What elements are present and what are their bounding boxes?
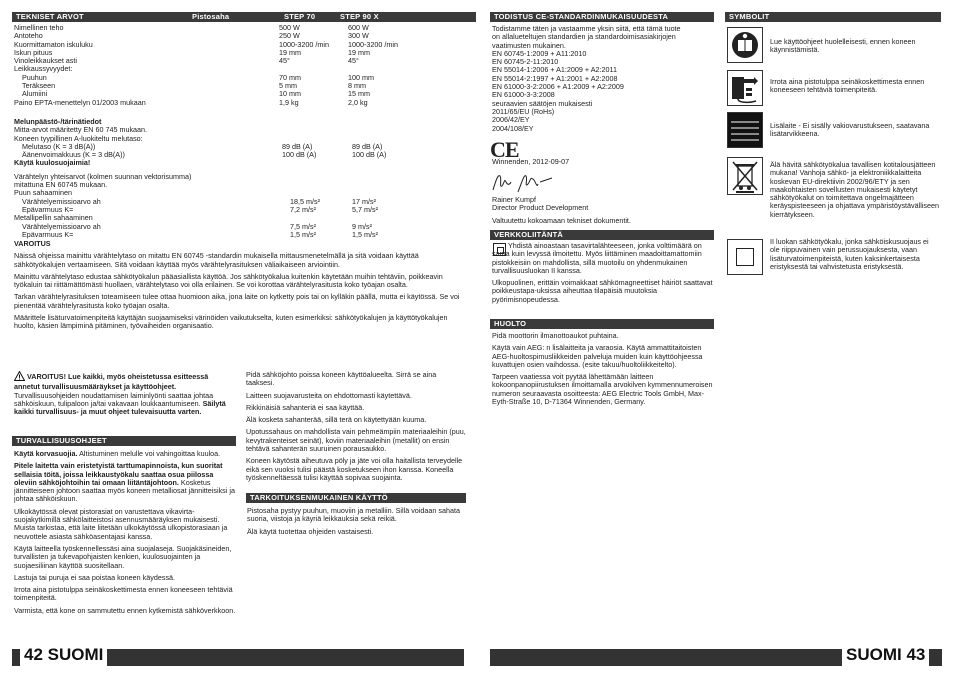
spec-label: Kuormittamaton iskuluku: [14, 39, 93, 49]
ce-line: on allalueteltujen standardien ja standardoimisasiakirjojen: [492, 32, 676, 42]
wood-label: Epävarmuus K=: [22, 204, 74, 214]
spec-value-1: 70 mm: [279, 72, 301, 82]
ce-line: EN 60745-1:2009 + A11:2010: [492, 48, 587, 58]
usage-para-2: Älä käytä tuotettaa ohjeiden vastaisesti.: [247, 526, 374, 536]
spec-value-2: 15 mm: [348, 89, 370, 99]
mid-para-1: Pidä sähköjohto poissa koneen käyttöalueelta. Sirrä se aina taaksesi.: [246, 370, 437, 388]
mid-para-2: Laitteen suojavarusteita on ehdottomasti käytettävä.: [246, 390, 412, 400]
spec-row: [14, 74, 374, 82]
safety-para-3: Lastuja tai puruja ei saa poistaa koneen käydessä.: [14, 572, 176, 582]
warning-para-3: Tarkan värähtelyrasituksen toteamiseen tulee ottaa huomioon aika, jona laite on kytketty pois tai on kylläkin päällä, mutta ei käytössä. Se voi pienentää värähtelyrasitusta koko työajan osalta.: [14, 292, 460, 310]
spec-label: Teräkseen: [22, 81, 56, 91]
usage-section: [247, 507, 467, 540]
grid-title: VERKKOLIITÄNTÄ: [494, 230, 564, 239]
safety-2-bold: Pitele laitetta vain eristetyistä tarttumapinnoista, kun suoritat sellaisia töitä, joissa leikkaustyökalu saattaa osua piilossa oleviin sähköjohtoihin tai omaan liitäntäjohtoon.: [14, 461, 223, 487]
left-page-number: [20, 644, 107, 666]
noise-row: [14, 151, 394, 159]
spec-value-2: 45°: [348, 56, 359, 66]
wood-row: [14, 206, 394, 214]
weee-bin-icon: [727, 157, 763, 195]
model-step70: STEP 70: [284, 12, 316, 21]
spec-value-1: 1000-3200 /min: [279, 39, 329, 49]
noise-label: Äänenvoimakkuus (K = 3 dB(A)): [22, 150, 125, 160]
metal-value-1: 7,5 m/s²: [290, 221, 316, 231]
ce-line: 2011/65/EU (RoHs): [492, 106, 555, 116]
spec-label: Alumiini: [22, 89, 48, 99]
safety-section: [14, 450, 236, 619]
ce-line: 2006/42/EY: [492, 115, 530, 125]
symbol-text-4: Älä hävitä sähkötyökalua tavallisen kotitalousjätteen mukana! Vanhoja sähkö- ja elektroniikkalaitteita koskevan EU-direktiivin 2002/96/ETY ja sen maakohtaisten sovellusten mukaisesti käytetyt sähkötyökalut on toimitettava ongelmajätteen keräyspisteeseen ja ohjattava ympäristöystävälliseen kierrätykseen.: [770, 160, 939, 219]
safety-title: TURVALLISUUSOHJEET: [16, 436, 107, 445]
safety-2-rest: Kosketus jännitteiseen johtoon saattaa myös koneen metalliosat jännitteisiksi ja johtaa sähköiskuun.: [14, 477, 235, 504]
symbol-text-1: Lue käyttöohjeet huolelleisesti, ennen koneen käynnistämistä.: [770, 37, 916, 55]
usage-title: TARKOITUKSENMUKAINEN KÄYTTÖ: [250, 493, 388, 502]
spec-value-1: 500 W: [279, 23, 300, 32]
warning-para-1: Näissä ohjeissa mainittu värähtelytaso on mitattu EN 60745 -standardin mukaisella mittausmenetelmällä ja sitä voidaan käyttää sähkötyökalujen vertaamiseen. Sitä voidaan käyttää myös värähtelyrasituksen väliaikaiseen arviointiin.: [14, 251, 419, 269]
right-page-lang: SUOMI: [846, 645, 902, 664]
ce-section: [492, 25, 714, 133]
service-title: HUOLTO: [494, 319, 527, 328]
varoitus-bold-2: Säilytä kaikki turvallisuus- ja muut ohjeet tulevaisuutta varten.: [14, 398, 226, 417]
mid-para-4: Älä kosketa sahanterää, sillä terä on käytettyään kuuma.: [246, 415, 427, 425]
spec-value-2: 300 W: [348, 31, 369, 41]
symbols-title: SYMBOLIT: [729, 12, 770, 21]
specs-table: [14, 23, 398, 107]
spec-label: Vinoleikkaukset asti: [14, 56, 77, 66]
wood-value-2: 5,7 m/s²: [352, 204, 378, 214]
usage-header: [246, 493, 466, 503]
spec-row: [14, 65, 374, 73]
safety-1-bold: Käytä korvasuojia.: [14, 449, 78, 458]
spec-row: [14, 99, 374, 107]
ce-line: EN 60745-2-11:2010: [492, 57, 559, 67]
ce-name: Rainer Kumpf: [492, 195, 536, 204]
spec-value-2: 600 W: [348, 23, 369, 32]
ear-protection-note: Käytä kuulosuojaimia!: [14, 158, 91, 168]
metal-label: Värähtelyemissioarvo ah: [22, 221, 101, 231]
noise-value-2: 89 dB (A): [352, 141, 383, 151]
metal-row: [14, 231, 394, 239]
warning-section: [14, 240, 466, 335]
ce-line: EN 55014-2:1997 + A1:2001 + A2:2008: [492, 73, 618, 83]
safety-para-4: Irrota aina pistotulppa seinäkoskettimesta ennen koneeseen tehtäviä toimenpiteitä.: [14, 585, 233, 603]
varoitus-bold-1: VAROITUS! Lue kaikki, myös oheistetussa esitteessä annetut turvallisuusmääräykset ja käyttöohjeet.: [14, 372, 209, 392]
tech-data-title: TEKNISET ARVOT: [16, 12, 84, 21]
unplug-icon: [727, 70, 763, 106]
ce-auth: Valtuutettu kokoamaan tekniset dokumentit.: [492, 215, 631, 225]
wood-value-1: 18,5 m/s²: [290, 196, 320, 206]
ce-place-date: Winnenden, 2012-09-07: [492, 157, 570, 166]
symbol-text-3: Lisälaite - Ei sisälly vakiovarustukseen, saatavana lisätarvikkeena.: [770, 121, 930, 139]
product-label: Pistosaha: [192, 12, 230, 21]
noise-value-1: 100 dB (A): [282, 150, 317, 160]
mid-para-3: Rikkinäisiä sahanteriä ei saa käyttää.: [246, 402, 365, 412]
metal-title: Metallipellin sahaaminen: [14, 213, 93, 223]
service-para-3: Tarpeen vaatiessa voit pyytää lähettämään laitteen kokoonpanopiirustuksen ilmoittamalla arvokilven kymmennumeroisen numeron seuraavasta osoitteesta: AEG Electric Tools GmbH, Max-Eyth-Straße 10, D-71364 Winnenden, Germany.: [492, 372, 713, 407]
ce-role: Director Product Development: [492, 203, 589, 213]
spec-label: Puuhun: [22, 72, 47, 82]
noise-label: Melutaso (K = 3 dB(A)): [22, 141, 96, 151]
noise-section: [14, 118, 394, 239]
service-para-2: Käytä vain AEG: n lisälaitteita ja varaosia. Käytä ammattitaitoisten AEG-huoltospimusliikkeiden palveluja muiden kuin käyttöohjeessa kuvattujen osien vaihdossa. (esite takuu/huoltoliikkeitelto).: [492, 343, 703, 369]
spec-label: Iskun pituus: [14, 47, 53, 57]
warning-title: VAROITUS: [14, 239, 51, 248]
wood-value-2: 17 m/s²: [352, 196, 376, 206]
service-para-1: Pidä moottorin ilmanottoaukot puhtaina.: [492, 331, 619, 340]
spec-value-2: 8 mm: [348, 81, 366, 91]
safety-para-1: Ulkokäytössä olevat pistorasiat on varustettava vikavirta-suojakytkimillä sähkölaitteistosi asennusmääräyksen mukaisesti. Muista tarkistaa, että laite liitetään ulkokäytössä ulkopistorasiaan ja neuvottele asiasta sähköasentajasi kanssa.: [14, 506, 228, 541]
noise-intro-2: Koneen tyypillinen A-luokiteltu melutaso:: [14, 133, 143, 143]
ce-title: TODISTUS CE-STANDARDINMUKAISUUDESTA: [494, 12, 669, 21]
noise-title: Melunpäästö-/tärinätiedot: [14, 117, 102, 126]
spec-value-1: 45°: [279, 56, 290, 66]
model-step90x: STEP 90 X: [340, 12, 379, 21]
noise-intro-1: Mitta-arvot määritetty EN 60 745 mukaan.: [14, 125, 148, 135]
ce-line: vaatimusten mukainen.: [492, 40, 566, 50]
service-header: [490, 319, 714, 329]
spec-value-1: 19 mm: [279, 47, 301, 57]
spec-row: [14, 82, 374, 90]
warning-para-4: Määrittele lisäturvatoimenpiteitä käyttäjän suojaamiseksi värinöiden vaikutukselta, kuten esimerkiksi: sähkötyökalujen ja käyttötyökalujen huolto, käsien lämpiminä pitäminen, työvaiheiden organisaatio.: [14, 313, 448, 331]
spec-label: Antoteho: [14, 31, 43, 41]
grid-para-1: Yhdistä ainoastaan tasavirtalähteeseen, jonka volttimäärä on sama kuin levyssä ilmoitettu. Myös liittäminen maadoittamattomiin pistokkeisiin on mahdollista, sillä muotoilu on yhdenmukainen turvallisuusluokan II kanssa.: [492, 241, 702, 275]
right-page-num: 43: [906, 645, 926, 664]
right-page-number: [842, 644, 929, 666]
spec-label: Leikkaussyvyydet:: [14, 64, 73, 74]
spec-value-2: 2,0 kg: [348, 97, 368, 107]
metal-value-2: 1,5 m/s²: [352, 229, 378, 239]
ce-line: 2004/108/EY: [492, 123, 534, 133]
warning-para-2: Mainittu värähtelytaso edustaa sähkötyökalun pääasiallista käyttöä. Jos sähkötyökalua kuitenkin käytetään muihin tehtäviin, poikkeavin työkaluin tai riittämättömästi huollaen, värähtelytaso voi olla erilainen. Se voi korottaa värähtelyrasitusta koko työajan osalta.: [14, 271, 443, 290]
spec-label: Nimellinen teho: [14, 23, 64, 32]
safety-1-rest: Altistuminen melulle voi vahingoittaa kuuloa.: [77, 449, 221, 458]
mid-section: [246, 371, 466, 486]
service-section: [492, 332, 714, 410]
metal-value-2: 9 m/s²: [352, 221, 372, 231]
usage-para-1: Pistosaha pystyy puuhun, muoviin ja metalliin. Sillä voidaan sahata suoria, viistoja ja käyriä leikkauksia sekä reikiä.: [247, 506, 460, 524]
symbol-text-2: Irrota aina pistotulppa seinäkoskettimesta ennen koneeseen tehtäviä toimenpiteitä.: [770, 77, 925, 95]
ce-line: EN 61000-3-2:2006 + A1:2009 + A2:2009: [492, 82, 624, 92]
wood-title: Puun sahaaminen: [14, 188, 72, 198]
grid-header: [490, 230, 714, 240]
spec-value-2: 100 mm: [348, 72, 374, 82]
spec-value-1: 1,9 kg: [279, 97, 299, 107]
left-page-lang: SUOMI: [47, 645, 104, 664]
safety-header: [12, 436, 236, 446]
grid-para-2: Ulkopuolinen, erittäin voimakkaat sähkömagneettiset häiriöt saattavat poikkeustapa-uksissa aiheuttaa tilapäisiä muutoksia pyörimisnopeudessa.: [492, 278, 713, 304]
vib-intro-2: mitattuna EN 60745 mukaan.: [14, 180, 108, 190]
spec-value-2: 19 mm: [348, 47, 370, 57]
spec-value-1: 5 mm: [279, 81, 297, 91]
spec-value-2: 1000-3200 /min: [348, 39, 398, 49]
safety-para-5: Varmista, että kone on sammutettu ennen kytkemistä sähköverkkoon.: [14, 605, 236, 615]
safety-para-2: Käytä laitteella työskennellessäsi aina suojalaseja. Suojakäsineiden, turvallisten ja tukevapohjaisten kenkien, kuulosuojainten ja suojaesiliinan käyttöä suositellaan.: [14, 543, 232, 570]
noise-value-1: 89 dB (A): [282, 141, 313, 151]
vib-intro-1: Värähtelyn yhteisarvot (kolmen suunnan vektorisumma): [14, 171, 192, 181]
noise-value-2: 100 dB (A): [352, 150, 387, 160]
left-page-num: 42: [24, 645, 43, 664]
symbols-header: [725, 12, 941, 22]
grid-section: [492, 242, 714, 308]
mid-para-6: Koneen käytöstä aiheutuva pöly ja jäte voi olla haitallista terveydelle eikä sen vuoksi tulisi päästä kosketukseen ihon kanssa. Koneella työskenneltäessä tulisi käyttää sopivaa suojainta.: [246, 456, 463, 482]
ce-line: EN 55014-1:2006 + A1:2009 + A2:2011: [492, 65, 617, 75]
wood-value-1: 7,2 m/s²: [290, 204, 316, 214]
symbol-text-5: II luokan sähkötyökalu, jonka sähköiskusuojaus ei ole riippuvainen vain perussuojauksesta, vaan lisäturvatoimenpiteistä, kuten kaksinkertaisesta eristyksestä tai vahvistetusta eristyksestä.: [770, 237, 929, 271]
wood-label: Värähtelyemissioarvo ah: [22, 196, 101, 206]
spec-value-1: 250 W: [279, 31, 300, 41]
spec-row: [14, 24, 374, 32]
ce-line: Todistamme täten ja vastaamme yksin siitä, että tämä tuote: [492, 24, 681, 33]
metal-label: Epävarmuus K=: [22, 229, 74, 239]
read-manual-icon: [727, 27, 763, 63]
spec-label: Paino EPTA-menettelyn 01/2003 mukaan: [14, 97, 146, 107]
varoitus-rest: Turvallisuusohjeiden noudattamisen laiminlyönti saattaa johtaa sähköiskuun, tulipaloon ja/tai vakavaan loukkaantumiseen.: [14, 390, 214, 408]
ce-line: EN 61000-3-3:2008: [492, 90, 555, 100]
ce-mark-text: CE: [490, 137, 519, 162]
varoitus-block: [14, 371, 236, 416]
spec-value-1: 10 mm: [279, 89, 301, 99]
ce-line: seuraavien säätöjen mukaisesti: [492, 98, 593, 108]
mid-para-5: Upotussahaus on mahdollista vain pehmeämpiin materiaaleihin (puu, kevytrakenteiset seinät), koviin materiaaleihin (metallit) on ensin tehtävä sahanterän suuruinen porausaukko.: [246, 427, 466, 454]
tech-data-header: [12, 12, 476, 22]
ce-header: [490, 12, 714, 22]
ce-signer: [492, 196, 631, 225]
class-two-icon: [727, 239, 763, 275]
accessories-icon: [727, 112, 763, 148]
spec-row: [14, 39, 398, 49]
metal-value-1: 1,5 m/s²: [290, 229, 316, 239]
